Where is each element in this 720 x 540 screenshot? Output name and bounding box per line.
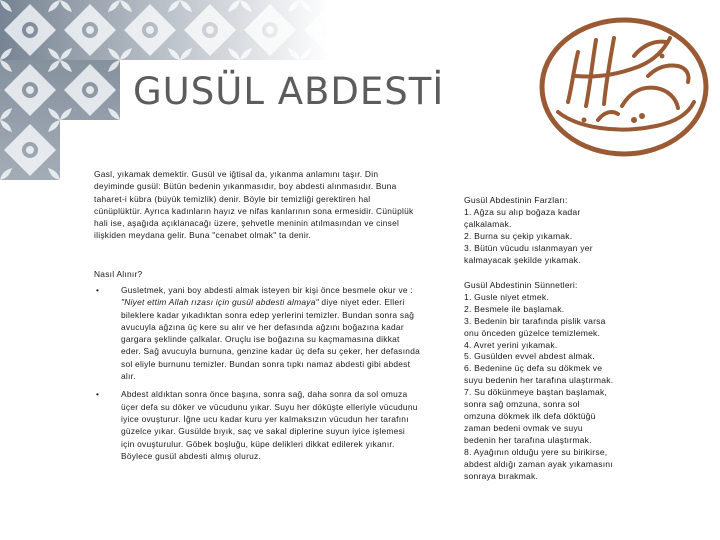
sunnet-item: 7. Su dökünmeye baştan başlamak, sonra sağ omzuna, sonra sol omzuna dökmek ilk defa döktüğü zaman bedeni ovmak ve suyu bedenin her tarafına ulaştırmak. xyxy=(464,387,608,445)
bullet-icon: • xyxy=(96,389,100,400)
bullet-icon: • xyxy=(96,285,100,295)
sunnet-section xyxy=(464,280,614,482)
farz-heading: Gusül Abdestinin Farzları: xyxy=(464,195,568,205)
list-item xyxy=(94,284,420,382)
farz-item: 3. Bütün vücudu ıslanmayan yer kalmayacak şekilde yıkamak. xyxy=(464,242,593,265)
step-text: diye niyet eder. Elleri bileklere kadar yıkadıktan sonra edep yerlerini temizler. Bundan sonra sağ avucuyla ağzına üç kere su alır ve her defasında ağzını boğazına kadar gargara şeklinde çalkalar. Oruçlu ise boğazına su kaçmamasına dikkat eder. Sağ avucuyla burnuna, genzine kadar üç defa su çeker, her defasında sol eliyle burnunu temizler. Bundan sonra tıpkı namaz abdesti gibi abdest alır. xyxy=(121,297,421,382)
sunnet-item: 5. Gusülden evvel abdest almak. xyxy=(464,351,595,362)
step-text: Abdest aldıktan sonra önce başına, sonra sağ, daha sonra da sol omuza üçer defa su döker ve vücudunu yıkar. Suyu her döküşte elleriyle vücudunu iyice ovuşturur. İğne ucu kadar kuru yer kalmaksızın vücudun her tarafını güzelce yıkar. Gusülde bıyık, saç ve sakal diplerine suyun iyice işlemesi için ovuşturulur. Göbek boşluğu, küpe delikleri dikkat edilerek yıkanır. Böylece gusül abdesti almış oluruz. xyxy=(121,389,418,461)
steps-list xyxy=(94,284,420,468)
farz-section xyxy=(464,195,614,266)
farz-item: 1. Ağza su alıp boğaza kadar çalkalamak. xyxy=(464,206,581,229)
how-to-heading: Nasıl Alınır? xyxy=(94,269,143,279)
sunnet-item: 3. Bedenin bir tarafında pislik varsa onu önceden güzelce temizlemek. xyxy=(464,315,606,338)
page-title: GUSÜL ABDESTİ xyxy=(133,70,445,113)
sunnet-item: 8. Ayağının olduğu yere su birikirse, abdest aldığı zaman ayak yıkamasını sonraya bırakmak. xyxy=(464,446,613,481)
step-text: Gusletmek, yani boy abdesti almak isteyen bir kişi önce besmele okur ve : xyxy=(121,285,413,295)
sunnet-item: 1. Gusle niyet etmek. xyxy=(464,291,549,302)
sunnet-item: 2. Besmele ile başlamak. xyxy=(464,303,565,314)
sunnet-heading: Gusül Abdestinin Sünnetleri: xyxy=(464,280,578,290)
niyet-quote: "Niyet ettim Allah rızası için gusül abdesti almaya" xyxy=(121,297,319,308)
farz-item: 2. Burna su çekip yıkamak. xyxy=(464,230,573,241)
sunnet-item: 4. Avret yerini yıkamak. xyxy=(464,339,558,350)
basmala-calligraphy-icon xyxy=(538,16,710,158)
intro-paragraph: Gasl, yıkamak demektir. Gusül ve iğtisal da, yıkanma anlamını taşır. Din deyiminde gusül: Bütün bedenin yıkanmasıdır, boy abdesti alınmasıdır. Buna taharet-i kübra (büyük temizlik) denir. Böyle bir temizliği gerektiren hal cünüplüktür. Ayrıca kadınların hayız ve nifas kanlarının sona ermesidir. Cünüplük hali ise, aşağıda açıklanacağı üzere, şehvetle meninin atılmasından ve cinsel ilişkiden meydana gelir. Buna "cenabet olmak" ta denir. xyxy=(94,169,414,241)
sunnet-item: 6. Bedenine üç defa su dökmek ve suyu bedenin her tarafına ulaştırmak. xyxy=(464,363,614,386)
list-item xyxy=(94,388,420,462)
